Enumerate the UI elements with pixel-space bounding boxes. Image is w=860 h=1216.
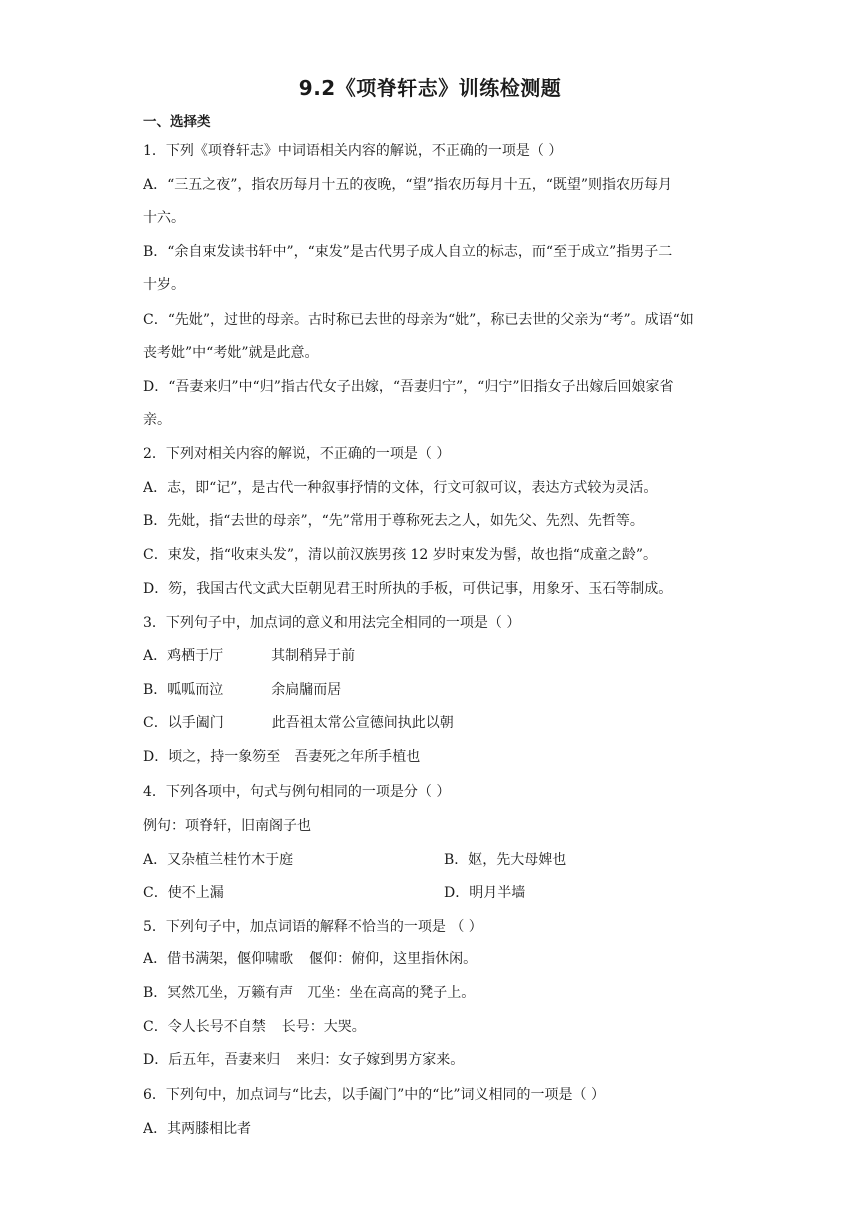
question-1-option-d: D．“吾妻来归”中“归”指古代女子出嫁，“吾妻归宁”，“归宁”旧指女子出嫁后回娘家省	[143, 379, 674, 395]
question-2-option-d: D．笏，我国古代文武大臣朝见君王时所执的手板，可供记事，用象牙、玉石等制成。	[143, 581, 673, 597]
dotted-word: 于	[195, 645, 209, 667]
option-text: B．冥然	[143, 985, 196, 1001]
question-1-option-b-cont: 十岁。	[143, 277, 185, 293]
option-text: ，万籁有声	[223, 985, 294, 1001]
question-1-option-d-cont: 亲。	[143, 412, 171, 428]
question-4-example: 例句：项脊轩，旧南阁子也	[143, 818, 311, 834]
question-2-option-b: B．先妣，指“去世的母亲”，“先”常用于尊称死去之人，如先父、先烈、先哲等。	[143, 513, 644, 529]
question-5-stem: 5．下列句子中，加点词语的解释不恰当的一项是 （ ）	[143, 919, 483, 935]
question-4-option-d: D．明月半墙	[444, 885, 526, 901]
option-text: A．鸡栖	[143, 648, 196, 664]
question-3-stem: 3．下列句子中，加点词的意义和用法完全相同的一项是（ ）	[143, 615, 521, 631]
dotted-word: 归	[266, 1049, 280, 1071]
option-text: ，持一象笏至	[196, 749, 281, 765]
question-1-option-a-cont: 十六。	[143, 210, 185, 226]
question-2-option-c: C．束发，指“收束头发”，清以前汉族男孩 12 岁时束发为髻，故也指“成童之龄”。	[143, 547, 658, 563]
question-1-option-c: C．“先妣”，过世的母亲。古时称已去世的母亲为“妣”，称已去世的父亲为“考”。成语“如	[143, 312, 694, 328]
dotted-word: 之	[182, 746, 196, 768]
option-text: C．	[143, 715, 168, 731]
question-3-option-c	[143, 712, 718, 734]
option-text: 兀坐：坐在高高的凳子上。	[307, 985, 476, 1001]
dotted-word: 长	[196, 1016, 210, 1038]
dotted-word: 于	[327, 645, 341, 667]
option-text: 年所手植也	[350, 749, 421, 765]
question-6-stem: 6．下列句中，加点词与“比去，以手阖门”中的“比”词义相同的一项是（ ）	[143, 1087, 605, 1103]
question-6-option-a	[143, 1118, 718, 1140]
dotted-word: 而	[313, 679, 327, 701]
question-5-option-a	[143, 948, 718, 970]
option-text: 厅	[209, 648, 224, 664]
option-text: 此吾祖太常公宣德间执此	[271, 715, 426, 731]
dotted-word: 仰	[251, 948, 265, 970]
question-1-stem: 1．下列《项脊轩志》中词语相关内容的解说，不正确的一项是（ ）	[143, 143, 563, 159]
option-text: D．后五年，吾妻	[143, 1052, 253, 1068]
question-1-option-c-cont: 丧考妣”中“考妣”就是此意。	[143, 345, 319, 361]
dotted-word: 偃	[237, 948, 251, 970]
option-text: 偃仰：俯仰，这里指休闲。	[309, 951, 478, 967]
option-text: 吾妻死	[294, 749, 337, 765]
question-5-option-c	[143, 1016, 718, 1038]
option-text: D．顷	[143, 749, 183, 765]
question-3-option-d	[143, 746, 718, 768]
dotted-word: 坐	[209, 982, 223, 1004]
dotted-word: 之	[336, 746, 350, 768]
question-4-stem: 4．下列各项中，句式与例句相同的一项是分（ ）	[143, 784, 451, 800]
dotted-word: 比	[223, 1118, 237, 1140]
question-4-option-c: C．使不上漏	[143, 885, 224, 901]
question-2-stem: 2．下列对相关内容的解说，不正确的一项是（ ）	[143, 446, 451, 462]
dotted-word: 以	[168, 712, 182, 734]
option-text: 其制稍异	[271, 648, 328, 664]
option-text: A．其两膝相	[143, 1121, 224, 1137]
question-2-option-a: A．志，即“记”，是古代一种叙事抒情的文体，行文可叙可议，表达方式较为灵活。	[143, 480, 658, 496]
dotted-word: 兀	[195, 982, 209, 1004]
option-text: 泣	[209, 682, 224, 698]
question-3-option-a	[143, 645, 718, 667]
option-text: 居	[327, 682, 342, 698]
question-1-option-b: B．“余自束发读书轩中”，“束发”是古代男子成人自立的标志，而“至于成立”指男子二	[143, 244, 673, 260]
option-text: 前	[341, 648, 356, 664]
dotted-word: 来	[252, 1049, 266, 1071]
option-text: C．令人	[143, 1019, 196, 1035]
dotted-word: 以	[426, 712, 440, 734]
dotted-word: 号	[210, 1016, 224, 1038]
question-5-option-d	[143, 1049, 718, 1071]
option-text: B．呱呱	[143, 682, 196, 698]
option-text: 手阖门	[181, 715, 224, 731]
question-3-option-b	[143, 679, 718, 701]
page-title: 9.2《项脊轩志》训练检测题	[298, 76, 562, 100]
question-1-option-a: A．“三五之夜”，指农历每月十五的夜晚，“望”指农历每月十五，“既望”则指农历每月	[143, 177, 673, 193]
option-text: 余扃牖	[271, 682, 314, 698]
option-text: A．借书满架，	[143, 951, 238, 967]
question-4-option-a: A．又杂植兰桂竹木于庭	[143, 852, 294, 868]
question-5-option-b	[143, 982, 718, 1004]
option-text: 者	[237, 1121, 252, 1137]
question-4-option-b: B．妪，先大母婢也	[444, 852, 567, 868]
section-heading: 一、选择类	[143, 114, 211, 130]
option-text: 不自禁	[223, 1019, 266, 1035]
option-text: 朝	[439, 715, 454, 731]
option-text: 来归：女子嫁到男方家来。	[296, 1052, 465, 1068]
option-text: 长号：大哭。	[281, 1019, 366, 1035]
option-text: 啸歌	[265, 951, 294, 967]
dotted-word: 而	[195, 679, 209, 701]
